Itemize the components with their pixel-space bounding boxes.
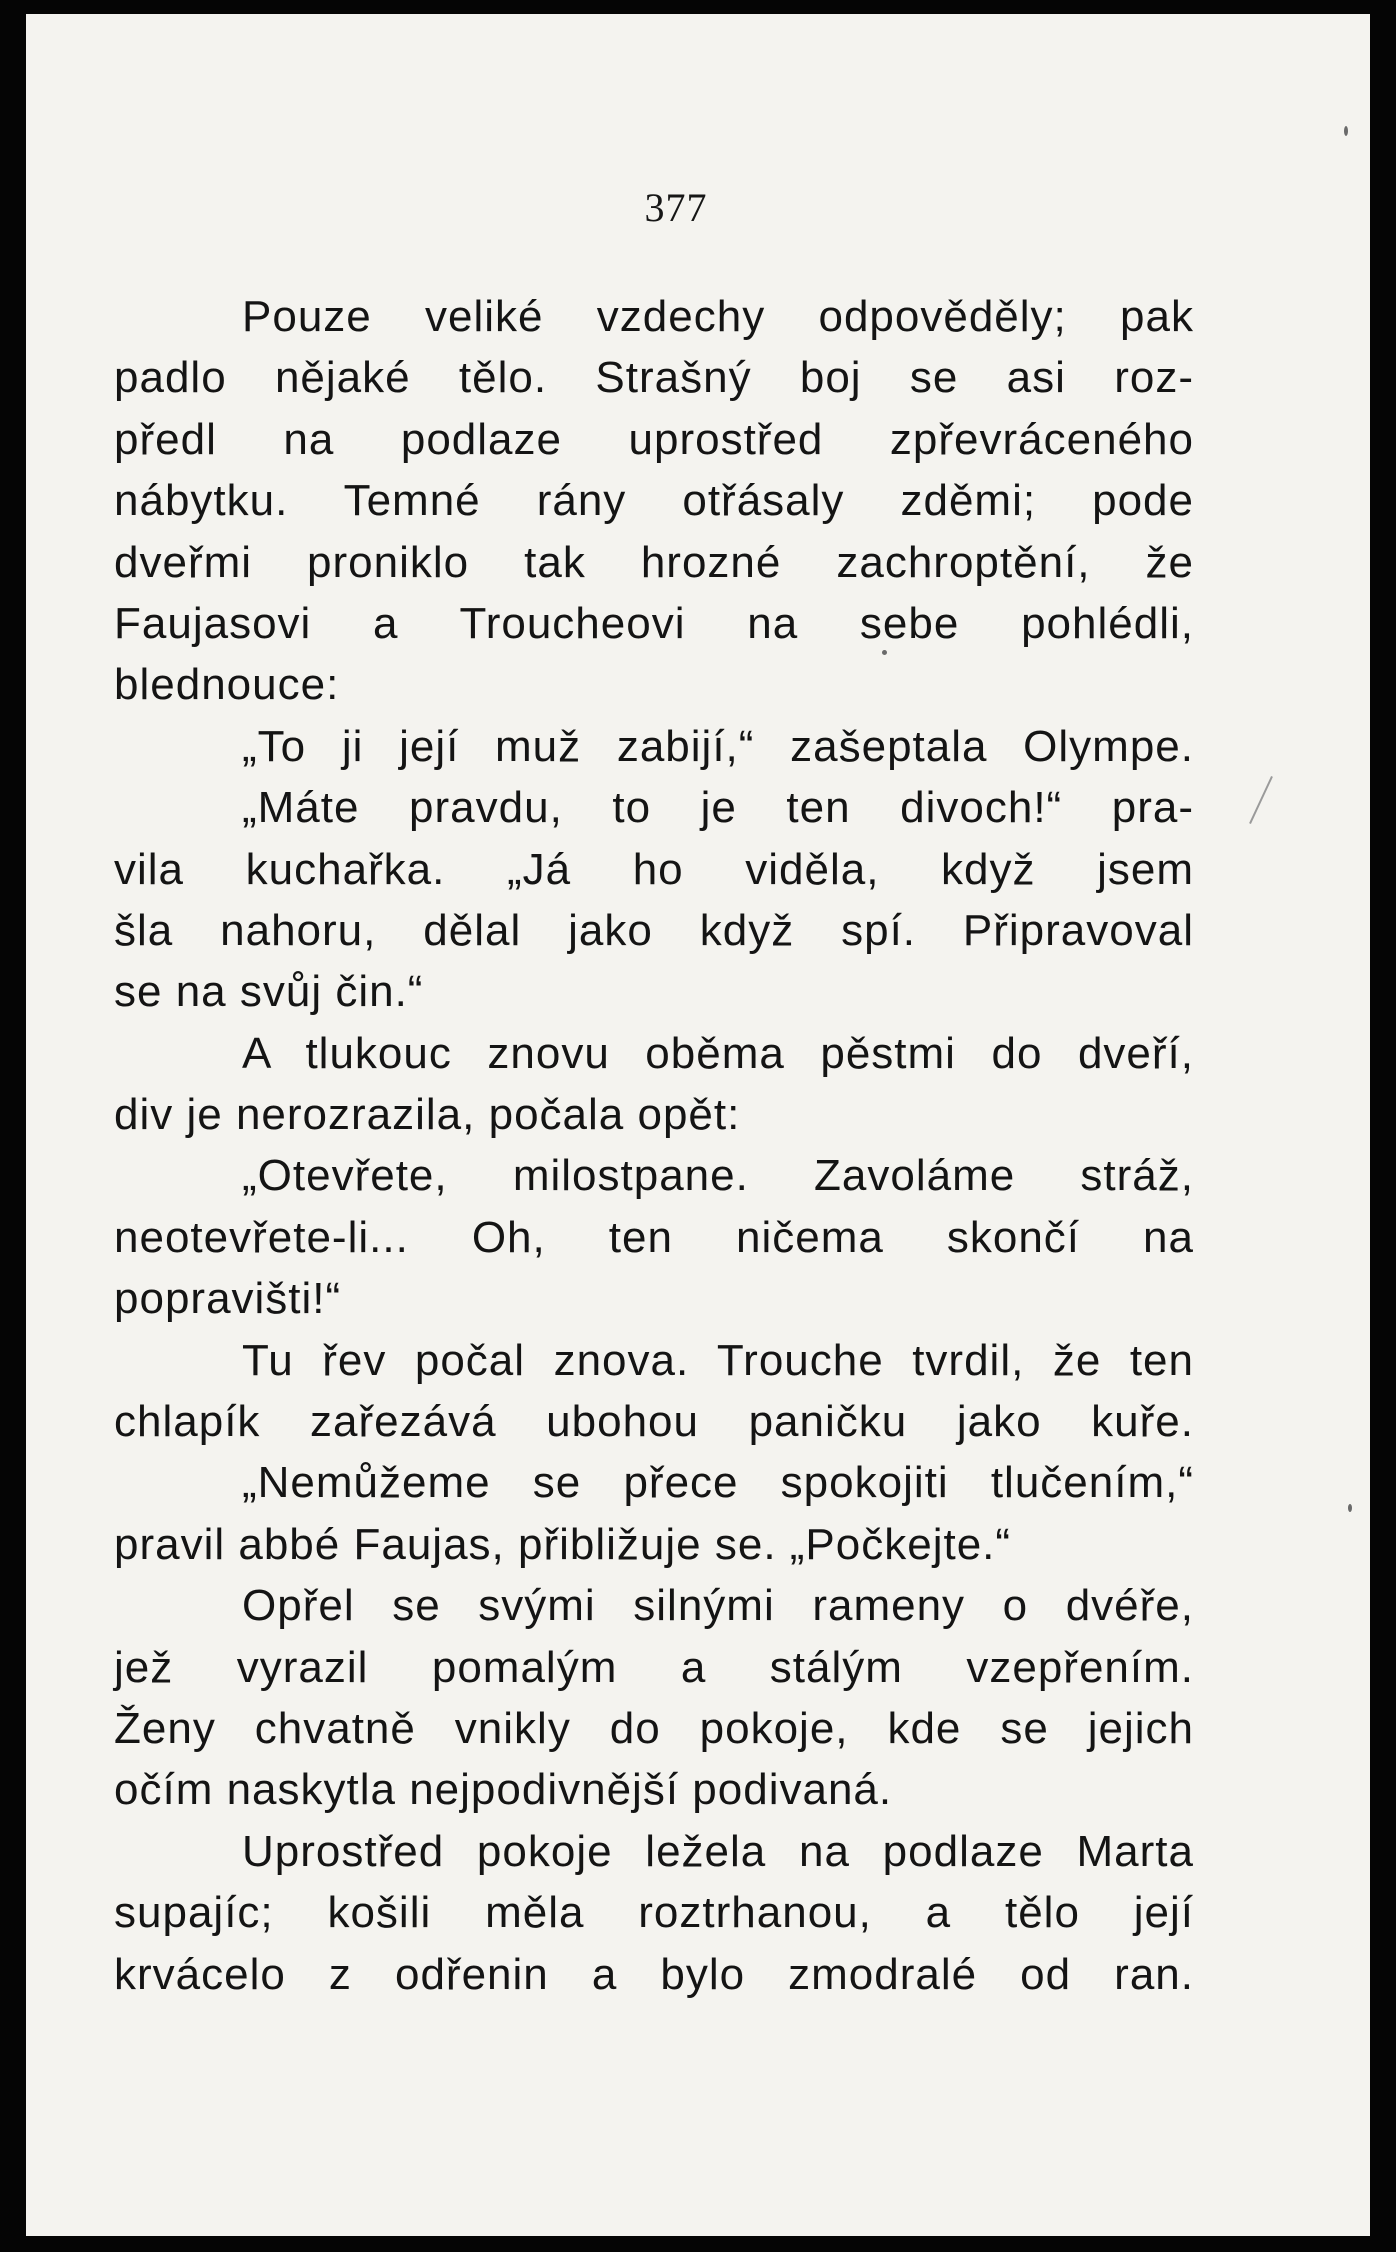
- text-line: Opřel se svými silnými rameny o dvéře,: [242, 1581, 1194, 1631]
- text-line: „Otevřete, milostpane. Zavoláme stráž,: [242, 1151, 1194, 1201]
- text-line: vila kuchařka. „Já ho viděla, když jsem: [114, 844, 1194, 894]
- text-line: „To ji její muž zabijí,“ zašeptala Olympe.: [242, 721, 1194, 771]
- text-line: Tu řev počal znova. Trouche tvrdil, že ten: [242, 1335, 1194, 1385]
- paper-speck: [1344, 126, 1348, 136]
- body-text: [114, 286, 1194, 2005]
- text-line: Uprostřed pokoje ležela na podlaze Marta: [242, 1826, 1194, 1876]
- text-line: Pouze veliké vzdechy odpověděly; pak: [242, 292, 1194, 341]
- text-line: chlapík zařezává ubohou paničku jako kuře.: [114, 1397, 1194, 1447]
- text-line: šla nahoru, dělal jako když spí. Připravoval: [114, 905, 1194, 955]
- text-line: „Máte pravdu, to je ten divoch!“ pra-: [242, 783, 1194, 833]
- text-line: pravil abbé Faujas, přibližuje se. „Počkejte.“: [114, 1519, 1012, 1569]
- text-line: neotevřete-li... Oh, ten ničema skončí na: [114, 1212, 1194, 1262]
- text-line: div je nerozrazila, počala opět:: [114, 1090, 741, 1140]
- paper-speck: [882, 650, 887, 655]
- paper-mark: [1249, 776, 1273, 824]
- text-line: očím naskytla nejpodivnější podivaná.: [114, 1765, 893, 1815]
- text-line: A tlukouc znovu oběma pěstmi do dveří,: [242, 1028, 1194, 1078]
- text-line: dveřmi proniklo tak hrozné zachroptění, že: [114, 537, 1194, 587]
- text-line: krvácelo z odřenin a bylo zmodralé od ran.: [114, 1949, 1194, 1999]
- book-page: [26, 14, 1370, 2236]
- text-line: se na svůj čin.“: [114, 967, 424, 1017]
- page-number: 377: [644, 185, 708, 230]
- text-line: „Nemůžeme se přece spokojiti tlučením,“: [242, 1458, 1194, 1508]
- text-line: nábytku. Temné rány otřásaly zděmi; pode: [114, 476, 1194, 526]
- text-line: Ženy chvatně vnikly do pokoje, kde se jejich: [114, 1703, 1194, 1753]
- paper-speck: [1348, 1504, 1352, 1512]
- text-line: předl na podlaze uprostřed zpřevráceného: [114, 414, 1194, 464]
- text-line: padlo nějaké tělo. Strašný boj se asi roz-: [114, 353, 1194, 403]
- text-line: popravišti!“: [114, 1274, 342, 1324]
- text-line: Faujasovi a Troucheovi na sebe pohlédli,: [114, 598, 1194, 648]
- text-line: jež vyrazil pomalým a stálým vzepřením.: [114, 1642, 1194, 1692]
- text-line: supajíc; košili měla roztrhanou, a tělo její: [114, 1888, 1194, 1938]
- text-line: blednouce:: [114, 660, 340, 710]
